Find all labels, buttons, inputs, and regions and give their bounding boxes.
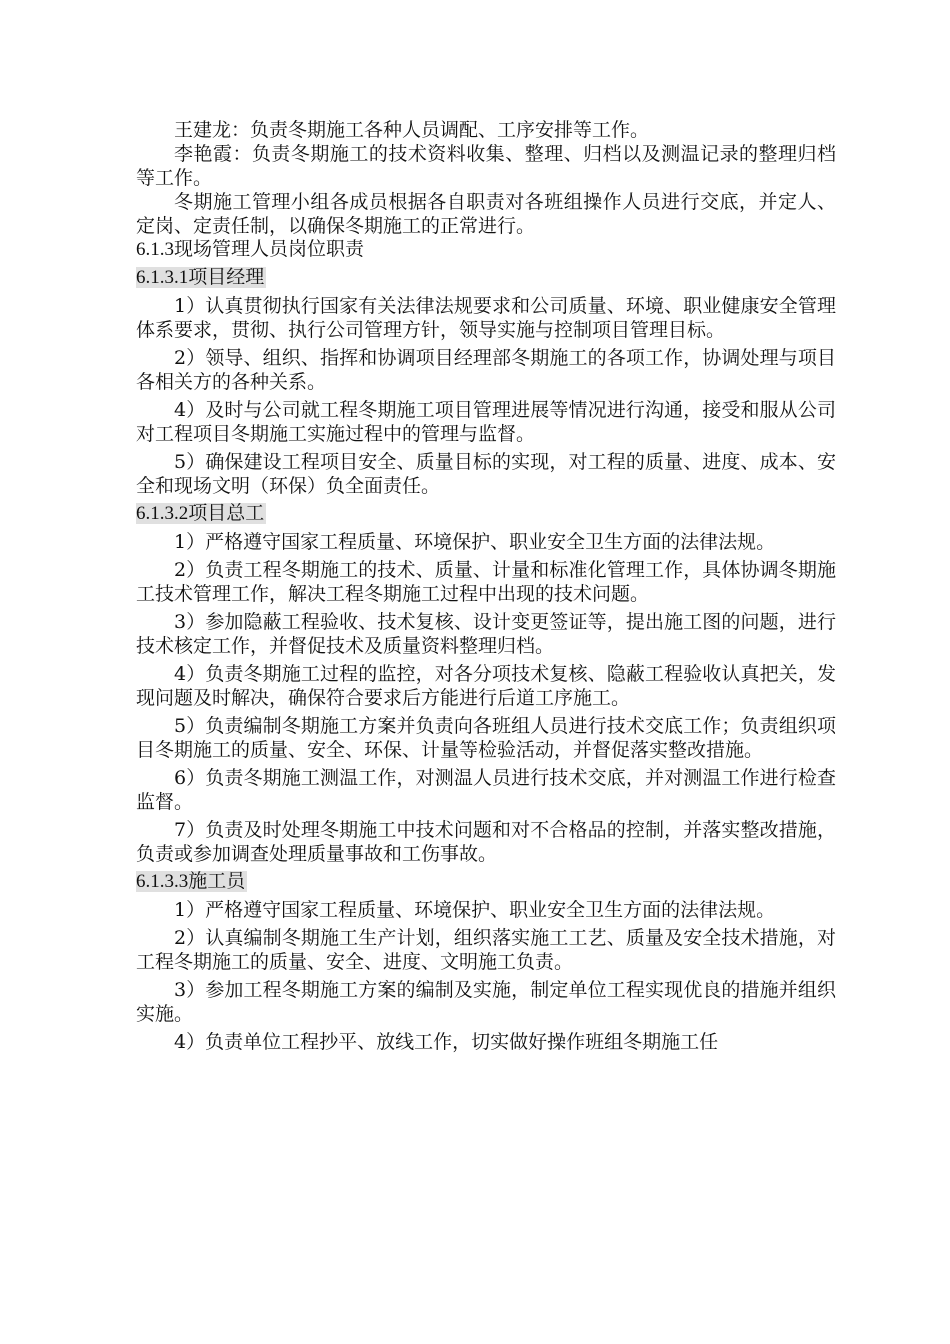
list-item: 1）严格遵守国家工程质量、环境保护、职业安全卫生方面的法律法规。	[174, 531, 776, 553]
list-item: 2）领导、组织、指挥和协调项目经理部冬期施工的各项工作，协调处理与项目各相关方的各种关系。	[136, 347, 836, 393]
list-item: 1）认真贯彻执行国家有关法律法规要求和公司质量、环境、职业健康安全管理体系要求，贯彻、执行公司管理方针，领导实施与控制项目管理目标。	[136, 295, 836, 341]
list-item: 2）认真编制冬期施工生产计划，组织落实施工工艺、质量及安全技术措施，对工程冬期施工的质量、安全、进度、文明施工负责。	[136, 927, 836, 973]
list-item: 6）负责冬期施工测温工作，对测温人员进行技术交底，并对测温工作进行检查监督。	[136, 767, 836, 813]
subsection-heading-text: 6.1.3.1项目经理	[136, 267, 265, 288]
section-heading	[136, 238, 836, 262]
list-item: 4）负责冬期施工过程的监控，对各分项技术复核、隐蔽工程验收认真把关，发现问题及时解决，确保符合要求后方能进行后道工序施工。	[136, 663, 836, 709]
list-item: 7）负责及时处理冬期施工中技术问题和对不合格品的控制，并落实整改措施，负责或参加调查处理质量事故和工伤事故。	[136, 819, 836, 865]
intro-paragraph-1: 王建龙：负责冬期施工各种人员调配、工序安排等工作。	[174, 119, 650, 141]
subsection-heading-text: 6.1.3.2项目总工	[136, 503, 265, 524]
list-item: 1）严格遵守国家工程质量、环境保护、职业安全卫生方面的法律法规。	[174, 899, 776, 921]
list-item: 4）负责单位工程抄平、放线工作，切实做好操作班组冬期施工任	[174, 1031, 719, 1053]
subsection-heading-chief-engineer	[136, 502, 836, 526]
subsection-heading-project-manager	[136, 266, 836, 290]
list-item: 3）参加工程冬期施工方案的编制及实施，制定单位工程实现优良的措施并组织实施。	[136, 979, 836, 1025]
intro-paragraph-2: 李艳霞：负责冬期施工的技术资料收集、整理、归档以及测温记录的整理归档等工作。	[136, 143, 836, 189]
section-heading-text: 6.1.3现场管理人员岗位职责	[136, 239, 365, 260]
list-item: 5）负责编制冬期施工方案并负责向各班组人员进行技术交底工作；负责组织项目冬期施工的质量、安全、环保、计量等检验活动，并督促落实整改措施。	[136, 715, 836, 761]
list-item: 2）负责工程冬期施工的技术、质量、计量和标准化管理工作，具体协调冬期施工技术管理工作，解决工程冬期施工过程中出现的技术问题。	[136, 559, 836, 605]
subsection-heading-constructor	[136, 870, 836, 894]
list-item: 5）确保建设工程项目安全、质量目标的实现，对工程的质量、进度、成本、安全和现场文明（环保）负全面责任。	[136, 451, 836, 497]
document-page	[136, 118, 836, 1058]
subsection-heading-text: 6.1.3.3施工员	[136, 871, 246, 892]
list-item: 4）及时与公司就工程冬期施工项目管理进展等情况进行沟通，接受和服从公司对工程项目冬期施工实施过程中的管理与监督。	[136, 399, 836, 445]
list-item: 3）参加隐蔽工程验收、技术复核、设计变更签证等，提出施工图的问题，进行技术核定工作，并督促技术及质量资料整理归档。	[136, 611, 836, 657]
intro-paragraph-3: 冬期施工管理小组各成员根据各自职责对各班组操作人员进行交底，并定人、定岗、定责任制，以确保冬期施工的正常进行。	[136, 191, 836, 237]
